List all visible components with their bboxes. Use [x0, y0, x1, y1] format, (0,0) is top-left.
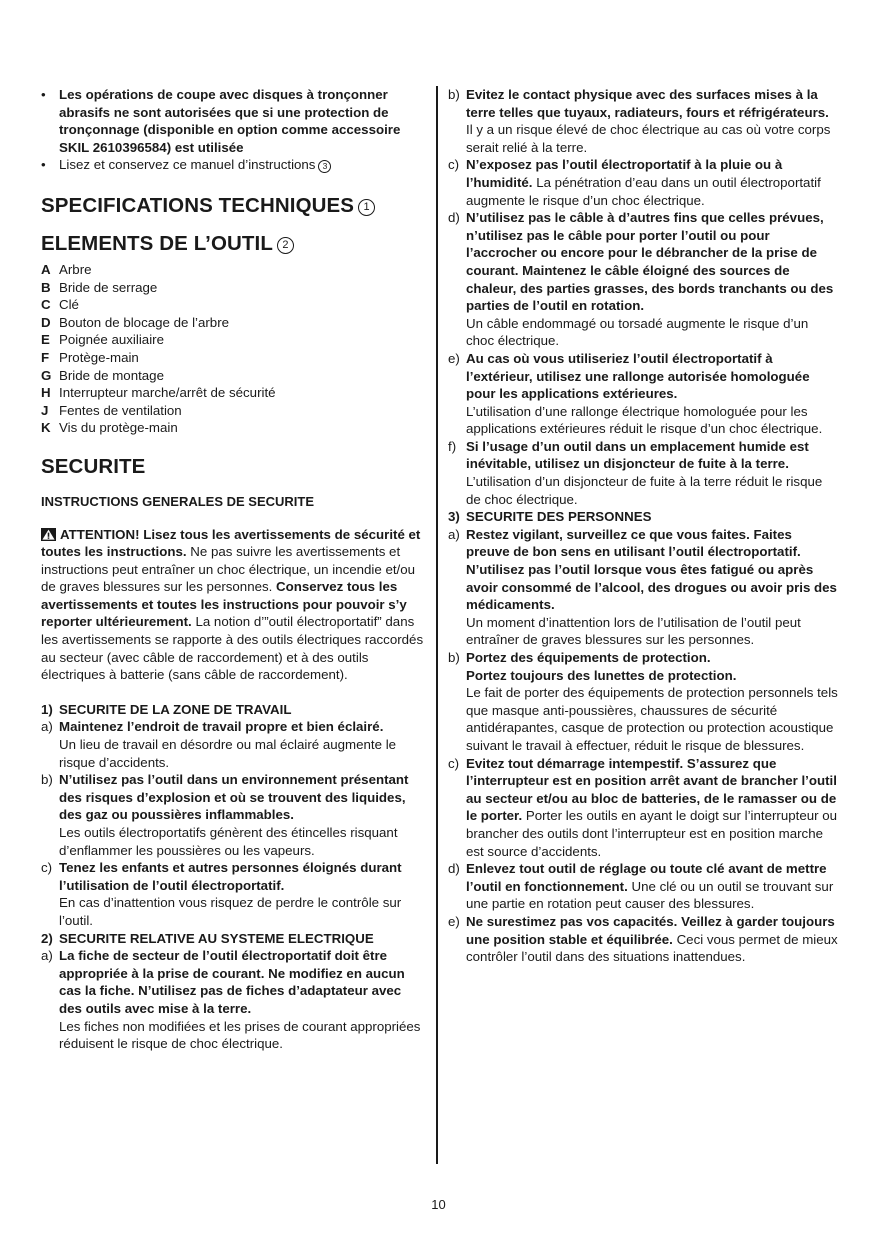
section-heading: 1) SECURITE DE LA ZONE DE TRAVAIL	[41, 701, 292, 717]
list-item: e) Ne surestimez pas vos capacités. Veillez à garder toujours une position stable et équilibrée. Ceci vous permet de mieux contrôler l’outil dans des situations inattendues.	[448, 913, 838, 965]
list-item: K Vis du protège-main	[41, 420, 178, 436]
parts-list	[41, 261, 425, 437]
page-number: 10	[431, 1197, 446, 1212]
list-item: C Clé	[41, 297, 79, 313]
section-heading: 2) SECURITE RELATIVE AU SYSTEME ELECTRIQUE	[41, 930, 374, 946]
left-column	[41, 86, 425, 1053]
list-item: e) Au cas où vous utiliseriez l’outil électroportatif à l’extérieur, utilisez une rallonge autorisée homologuée pour les applications extérieures. L’utilisation d’une rallonge électrique homologuée pour les applications extérieures réduit le risque d’un choc électrique.	[448, 350, 823, 437]
column-divider	[436, 86, 438, 1164]
list-item: B Bride de serrage	[41, 279, 158, 295]
list-item: b) N’utilisez pas l’outil dans un environnement présentant des risques d’explosion et où se trouvent des liquides, des gaz ou poussières inflammables. Les outils électroportatifs génèrent des étincelles risquant d’enflammer les poussières ou les vapeurs.	[41, 772, 409, 858]
list-item: d) Enlevez tout outil de réglage ou toute clé avant de mettre l’outil en fonctionnement. Une clé ou un outil se trouvant sur une partie en rotation peut causer des blessures.	[448, 861, 834, 912]
specs-heading: SPECIFICATIONS TECHNIQUES 1	[41, 194, 425, 218]
list-item: f) Si l’usage d’un outil dans un emplacement humide est inévitable, utilisez un disjoncteur de fuite à la terre. L’utilisation d’un disjoncteur de fuite à la terre réduit le risque de choc électrique.	[448, 438, 823, 507]
list-item: D Bouton de blocage de l’arbre	[41, 314, 230, 330]
right-column	[448, 86, 838, 966]
bullet-item	[41, 86, 425, 156]
section-heading: 3) SECURITE DES PERSONNES	[448, 509, 652, 525]
bullet-item	[41, 156, 425, 174]
figure-ref-badge: 2	[277, 237, 294, 254]
list-item: G Bride de montage	[41, 367, 164, 383]
warning-icon	[41, 528, 56, 541]
bullet-symbol: •	[41, 87, 46, 102]
subsection-heading: INSTRUCTIONS GENERALES DE SECURITE	[41, 493, 315, 509]
securite-heading: SECURITE	[41, 454, 146, 478]
list-item: d) N’utilisez pas le câble à d’autres fins que celles prévues, n’utilisez pas le câble pour porter l’outil ou pour l’accrocher ou encore pour le débrancher de la prise de courant. Maintenez le câble éloigné des sources de chaleur, des parties grasses, des bords tranchants ou des parties de l’outil en rotation. Un câble endommagé ou torsadé augmente le risque d’un choc électrique.	[448, 210, 834, 349]
list-item: J Fentes de ventilation	[41, 402, 182, 418]
bullet-text: Les opérations de coupe avec disques à tronçonner abrasifs ne sont autorisées que si une protection de tronçonnage (disponible en option comme accessoire SKIL 2610396584) est utilisée	[59, 87, 401, 155]
bullet-symbol: •	[41, 157, 46, 173]
list-item: E Poignée auxiliaire	[41, 332, 164, 348]
list-item: b) Portez des équipements de protection. Portez toujours des lunettes de protection. Le fait de porter des équipements de protection personnels tels que masque anti-poussières, chaussures de sécurité antidérapantes, casque de protection ou protection acoustique suivant le travail à effectuer, réduit le risque de blessures.	[448, 650, 838, 753]
list-item: c) Tenez les enfants et autres personnes éloignés durant l’utilisation de l’outil électroportatif. En cas d’inattention vous risquez de perdre le contrôle sur l’outil.	[41, 860, 402, 928]
figure-ref-badge: 3	[318, 160, 331, 173]
list-item: c) N’exposez pas l’outil électroportatif à la pluie ou à l’humidité. La pénétration d’eau dans un outil électroportatif augmente le risque d’un choc électrique.	[448, 157, 821, 208]
list-item: A Arbre	[41, 261, 92, 277]
list-item: c) Evitez tout démarrage intempestif. S’assurez que l’interrupteur est en position arrêt avant de brancher l’outil au secteur et/ou au bloc de batteries, de le ramasser ou de le porter. Porter les outils en ayant le doigt sur l’interrupteur ou brancher des outils dont l’interrupteur est en position marche est source d’accidents.	[448, 755, 838, 859]
list-item: F Protège-main	[41, 349, 139, 365]
list-item: b) Evitez le contact physique avec des surfaces mises à la terre telles que tuyaux, radiateurs, fours et réfrigérateurs. Il y a un risque élevé de choc électrique au cas où votre corps serait relié à la terre.	[448, 87, 831, 155]
list-item: a) Restez vigilant, surveillez ce que vous faites. Faites preuve de bon sens en utilisant l’outil électroportatif. N’utilisez pas l’outil lorsque vous êtes fatigué ou après avoir consommé de l’alcool, des drogues ou avoir pris des médicaments. Un moment d’inattention lors de l’utilisation de l’outil peut entraîner de graves blessures sur les personnes.	[448, 526, 837, 648]
attention-paragraph: ATTENTION! Lisez tous les avertissements de sécurité et toutes les instructions. Ne pas suivre les avertissements et instructions peut entraîner un choc électrique, un incendie et/ou de graves blessures sur les personnes. Conservez tous les avertissements et toutes les instructions pour pouvoir s’y reporter ultérieurement. La notion d’”outil électroportatif” dans les avertissements se rapporte à des outils électriques raccordés au secteur (avec câble de raccordement) et à des outils électriques à batterie (sans câble de raccordement).	[41, 526, 424, 683]
elements-heading: ELEMENTS DE L’OUTIL 2	[41, 232, 425, 256]
figure-ref-badge: 1	[358, 199, 375, 216]
list-item: a) Maintenez l’endroit de travail propre et bien éclairé. Un lieu de travail en désordre ou mal éclairé augmente le risque d’accidents.	[41, 719, 397, 770]
bullet-text: Lisez et conservez ce manuel d’instructions	[59, 157, 316, 173]
list-item: a) La fiche de secteur de l’outil électroportatif doit être appropriée à la prise de courant. Ne modifiez en aucun cas la fiche. N’utilisez pas de fiches d’adaptateur avec des outils avec mise à la terre. Les fiches non modifiées et les prises de courant appropriées réduisent le risque de choc électrique.	[41, 948, 421, 1052]
list-item: H Interrupteur marche/arrêt de sécurité	[41, 385, 276, 401]
